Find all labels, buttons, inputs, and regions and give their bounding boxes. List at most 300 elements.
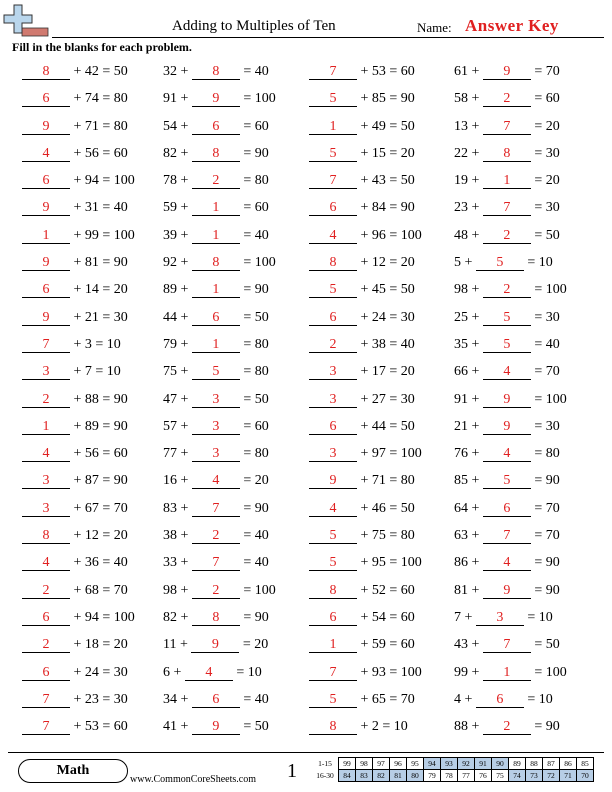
problem (309, 364, 415, 380)
problem-suffix: + 12 = 20 (70, 528, 128, 544)
problem-row (0, 606, 612, 633)
problem-prefix: 82 + (163, 145, 192, 161)
problem-row (0, 360, 612, 387)
answer-blank[interactable]: 6 (309, 310, 357, 326)
problem-suffix: + 53 = 60 (357, 64, 415, 79)
problem-prefix: 38 + (163, 528, 192, 544)
answer-blank[interactable]: 2 (22, 637, 70, 653)
answer-blank[interactable]: 4 (192, 473, 240, 489)
problem-suffix: + 24 = 30 (357, 309, 415, 325)
answer-blank[interactable]: 5 (309, 282, 357, 298)
answer-blank[interactable]: 7 (309, 665, 357, 681)
problem (309, 555, 422, 571)
problem-prefix: 34 + (163, 691, 192, 707)
problem-suffix: + 81 = 90 (70, 255, 128, 271)
problem (309, 446, 422, 462)
answer-blank[interactable]: 6 (192, 310, 240, 326)
problem (454, 665, 567, 681)
key-score-cell: 74 (509, 770, 526, 782)
problem (309, 146, 415, 162)
key-score-cell: 82 (373, 770, 390, 782)
answer-blank[interactable]: 9 (22, 119, 70, 135)
problem-suffix: = 30 (530, 309, 560, 325)
problem-suffix: + 36 = 40 (70, 555, 128, 571)
problem-suffix: + 71 = 80 (70, 118, 128, 134)
worksheet-footer (0, 756, 612, 792)
problem-suffix: + 87 = 90 (70, 473, 128, 489)
answer-blank[interactable]: 9 (483, 64, 531, 80)
problem (309, 310, 415, 326)
answer-blank[interactable]: 6 (22, 173, 70, 189)
answer-blank[interactable]: 9 (192, 91, 240, 107)
answer-blank[interactable]: 2 (22, 392, 70, 408)
answer-blank[interactable]: 3 (476, 610, 524, 626)
answer-blank[interactable]: 7 (309, 173, 357, 189)
problem-prefix: 76 + (454, 446, 483, 462)
answer-blank[interactable]: 3 (192, 419, 240, 435)
key-score-cell: 70 (577, 770, 594, 782)
answer-blank[interactable]: 5 (476, 255, 524, 271)
problem-suffix: = 60 (239, 200, 269, 216)
problem-prefix: 98 + (454, 282, 483, 298)
problem (454, 501, 560, 517)
answer-blank[interactable]: 7 (483, 119, 531, 135)
problem-prefix: 63 + (454, 528, 483, 544)
problem-suffix: + 94 = 100 (70, 173, 135, 189)
problem (309, 692, 415, 708)
problem-row (0, 142, 612, 169)
problem (309, 610, 415, 626)
answer-blank[interactable]: 3 (309, 364, 357, 380)
problem-suffix: = 50 (239, 719, 269, 735)
key-score-cell: 77 (458, 770, 475, 782)
problem (454, 228, 560, 244)
problem-row (0, 60, 612, 87)
key-score-cell: 80 (407, 770, 424, 782)
answer-blank[interactable]: 4 (483, 364, 531, 380)
problem (454, 528, 560, 544)
answer-blank[interactable]: 9 (22, 255, 70, 271)
problem (22, 501, 128, 517)
problem-suffix: = 40 (239, 555, 269, 571)
answer-blank[interactable]: 7 (483, 528, 531, 544)
answer-blank[interactable]: 9 (483, 419, 531, 435)
key-score-cell: 88 (526, 758, 543, 770)
problem-suffix: + 3 = 10 (70, 336, 121, 352)
key-score-cell: 83 (356, 770, 373, 782)
problem (454, 282, 567, 298)
problem (309, 419, 415, 435)
answer-blank[interactable]: 3 (22, 501, 70, 517)
problem-suffix: + 96 = 100 (357, 227, 422, 243)
answer-blank[interactable]: 5 (483, 473, 531, 489)
problem-prefix: 75 + (163, 364, 192, 380)
problem-suffix: = 90 (239, 500, 269, 516)
problem (163, 583, 276, 599)
answer-blank[interactable]: 1 (309, 119, 357, 135)
problem-prefix: 57 + (163, 418, 192, 434)
problem-suffix: = 50 (530, 227, 560, 243)
problem-prefix: 7 + (454, 609, 476, 625)
answer-blank[interactable]: 7 (192, 501, 240, 517)
answer-blank[interactable]: 1 (192, 337, 240, 353)
answer-blank[interactable]: 2 (483, 282, 531, 298)
answer-blank[interactable]: 6 (192, 119, 240, 135)
problem (22, 555, 128, 571)
answer-blank[interactable]: 4 (309, 228, 357, 244)
problem-prefix: 35 + (454, 336, 483, 352)
problem (454, 610, 553, 626)
problem-suffix: = 100 (239, 255, 276, 271)
problem-row (0, 579, 612, 606)
problem-suffix: = 40 (530, 336, 560, 352)
problem (309, 337, 415, 353)
problem-suffix: + 38 = 40 (357, 336, 415, 352)
problem-suffix: = 100 (530, 282, 567, 298)
problem-suffix: = 90 (530, 473, 560, 489)
answer-blank[interactable]: 6 (483, 501, 531, 517)
problem-prefix: 85 + (454, 473, 483, 489)
problem (309, 473, 415, 489)
answer-blank[interactable]: 6 (22, 91, 70, 107)
answer-blank[interactable]: 8 (192, 255, 240, 271)
answer-blank[interactable]: 1 (192, 200, 240, 216)
problem (22, 146, 128, 162)
problem-suffix: = 70 (530, 364, 560, 380)
answer-blank[interactable]: 5 (309, 528, 357, 544)
answer-blank[interactable]: 2 (309, 337, 357, 353)
problem (309, 200, 415, 216)
problem (22, 173, 135, 189)
problem-suffix: + 88 = 90 (70, 391, 128, 407)
problem-suffix: = 80 (530, 446, 560, 462)
problem-prefix: 58 + (454, 91, 483, 107)
problem (163, 364, 269, 380)
problem-suffix: + 18 = 20 (70, 637, 128, 653)
problem (22, 337, 121, 353)
problem (454, 91, 560, 107)
problem (22, 364, 121, 380)
problem-suffix: + 89 = 90 (70, 418, 128, 434)
problem-prefix: 91 + (163, 91, 192, 107)
answer-blank[interactable]: 3 (22, 473, 70, 489)
key-score-cell: 72 (543, 770, 560, 782)
answer-blank[interactable]: 8 (22, 528, 70, 544)
problem-suffix: + 99 = 100 (70, 227, 135, 243)
problem (454, 173, 560, 189)
answer-blank[interactable]: 8 (192, 610, 240, 626)
answer-blank[interactable]: 9 (22, 310, 70, 326)
answer-blank[interactable]: 5 (483, 337, 531, 353)
key-score-cell: 86 (560, 758, 577, 770)
answer-blank[interactable]: 9 (483, 583, 531, 599)
page-number: 1 (287, 760, 297, 782)
answer-blank[interactable]: 2 (483, 228, 531, 244)
problem-suffix: + 17 = 20 (357, 364, 415, 380)
answer-blank[interactable]: 2 (192, 173, 240, 189)
problem (22, 583, 128, 599)
problem (309, 583, 415, 599)
problem (22, 610, 135, 626)
answer-blank[interactable]: 4 (22, 555, 70, 571)
problem (163, 446, 269, 462)
key-score-cell: 95 (407, 758, 424, 770)
problem-suffix: = 20 (530, 173, 560, 189)
answer-blank[interactable]: 1 (22, 228, 70, 244)
answer-blank[interactable]: 1 (192, 228, 240, 244)
answer-blank[interactable]: 1 (22, 419, 70, 435)
problem-suffix: + 53 = 60 (70, 719, 128, 735)
problem-prefix: 66 + (454, 364, 483, 380)
problem-prefix: 21 + (454, 418, 483, 434)
answer-blank[interactable]: 5 (309, 692, 357, 708)
problem (309, 501, 415, 517)
problem-suffix: + 23 = 30 (70, 691, 128, 707)
problem-prefix: 44 + (163, 309, 192, 325)
problem-row (0, 715, 612, 742)
problem-prefix: 89 + (163, 282, 192, 298)
problem (22, 64, 128, 80)
answer-blank[interactable]: 1 (309, 637, 357, 653)
key-score-cell: 94 (424, 758, 441, 770)
problem-prefix: 16 + (163, 473, 192, 489)
answer-blank[interactable]: 1 (192, 282, 240, 298)
problem (22, 665, 128, 681)
problem-prefix: 78 + (163, 173, 192, 189)
answer-blank[interactable]: 8 (192, 64, 240, 80)
problem-suffix: + 75 = 80 (357, 528, 415, 544)
problem (309, 392, 415, 408)
problem (163, 501, 269, 517)
answer-blank[interactable]: 6 (22, 282, 70, 298)
problem (454, 255, 553, 271)
key-score-cell: 90 (492, 758, 509, 770)
problem (309, 528, 415, 544)
problem-suffix: = 100 (239, 582, 276, 598)
problem-prefix: 86 + (454, 555, 483, 571)
answer-blank[interactable]: 4 (22, 446, 70, 462)
problem (309, 637, 415, 653)
footer-divider (8, 752, 604, 753)
problem-suffix: + 15 = 20 (357, 145, 415, 161)
problem-row (0, 333, 612, 360)
key-score-cell: 78 (441, 770, 458, 782)
problem (309, 91, 415, 107)
problem (454, 364, 560, 380)
problem-prefix: 99 + (454, 664, 483, 680)
answer-blank[interactable]: 5 (309, 555, 357, 571)
instructions: Fill in the blanks for each problem. (12, 40, 192, 54)
problem-suffix: = 10 (523, 255, 553, 271)
problem-row (0, 469, 612, 496)
answer-blank[interactable]: 9 (192, 719, 240, 735)
answer-blank[interactable]: 7 (192, 555, 240, 571)
problem (163, 692, 269, 708)
answer-blank[interactable]: 7 (22, 337, 70, 353)
problem-prefix: 13 + (454, 118, 483, 134)
answer-blank[interactable]: 8 (309, 583, 357, 599)
problem-prefix: 19 + (454, 173, 483, 189)
problem-suffix: = 60 (239, 418, 269, 434)
problem (22, 255, 128, 271)
problem-prefix: 79 + (163, 336, 192, 352)
problem-prefix: 92 + (163, 255, 192, 271)
answer-blank[interactable]: 6 (309, 419, 357, 435)
problem-suffix: = 80 (239, 336, 269, 352)
answer-blank[interactable]: 4 (22, 146, 70, 162)
problem-suffix: + 42 = 50 (70, 64, 128, 79)
key-score-cell: 98 (356, 758, 373, 770)
problem-suffix: + 7 = 10 (70, 364, 121, 380)
problem-suffix: + 31 = 40 (70, 200, 128, 216)
problem (163, 610, 269, 626)
answer-blank[interactable]: 5 (192, 364, 240, 380)
key-score-cell: 76 (475, 770, 492, 782)
problem (163, 146, 269, 162)
answer-blank[interactable]: 3 (192, 446, 240, 462)
answer-blank[interactable]: 4 (185, 665, 233, 681)
answer-blank[interactable]: 6 (22, 665, 70, 681)
problem-suffix: = 40 (239, 227, 269, 243)
problem-row (0, 115, 612, 142)
answer-blank[interactable]: 9 (483, 392, 531, 408)
answer-blank[interactable]: 7 (22, 719, 70, 735)
problem-suffix: + 95 = 100 (357, 555, 422, 571)
answer-blank[interactable]: 4 (483, 446, 531, 462)
problem (163, 255, 276, 271)
problem-prefix: 98 + (163, 582, 192, 598)
problem-suffix: + 67 = 70 (70, 500, 128, 516)
problem-prefix: 48 + (454, 227, 483, 243)
problem-suffix: = 70 (530, 64, 560, 79)
problem-prefix: 22 + (454, 145, 483, 161)
answer-blank[interactable]: 7 (22, 692, 70, 708)
problem-suffix: = 90 (530, 555, 560, 571)
problem-suffix: = 40 (239, 528, 269, 544)
problem-suffix: = 10 (232, 664, 262, 680)
answer-blank[interactable]: 6 (309, 200, 357, 216)
problem-prefix: 83 + (163, 500, 192, 516)
problem-row (0, 306, 612, 333)
answer-blank[interactable]: 4 (483, 555, 531, 571)
answer-blank[interactable]: 6 (22, 610, 70, 626)
answer-blank[interactable]: 2 (483, 91, 531, 107)
answer-blank[interactable]: 5 (309, 146, 357, 162)
problem-suffix: + 65 = 70 (357, 691, 415, 707)
key-score-cell: 99 (339, 758, 356, 770)
problem-prefix: 88 + (454, 719, 483, 735)
answer-blank[interactable]: 7 (483, 200, 531, 216)
answer-blank[interactable]: 9 (309, 473, 357, 489)
problem (163, 665, 262, 681)
answer-blank[interactable]: 1 (483, 173, 531, 189)
key-score-cell: 91 (475, 758, 492, 770)
answer-blank[interactable]: 5 (309, 91, 357, 107)
answer-blank[interactable]: 4 (309, 501, 357, 517)
problem (163, 282, 269, 298)
answer-blank[interactable]: 1 (483, 665, 531, 681)
problem-row (0, 551, 612, 578)
problem-suffix: + 21 = 30 (70, 309, 128, 325)
problem-suffix: = 20 (239, 473, 269, 489)
problem (22, 200, 128, 216)
answer-blank[interactable]: 8 (309, 719, 357, 735)
problem-row (0, 688, 612, 715)
problem-suffix: = 50 (239, 309, 269, 325)
answer-blank[interactable]: 9 (22, 200, 70, 216)
problem-row (0, 442, 612, 469)
problem-suffix: = 10 (523, 691, 553, 707)
answer-blank[interactable]: 9 (191, 637, 239, 653)
problem (309, 255, 415, 271)
problem-suffix: = 80 (239, 173, 269, 189)
answer-blank[interactable]: 8 (309, 255, 357, 271)
answer-blank[interactable]: 7 (309, 64, 357, 80)
problem-suffix: = 90 (239, 609, 269, 625)
problem-suffix: + 85 = 90 (357, 91, 415, 107)
key-row-label: 16-30 (316, 771, 334, 780)
problem (454, 637, 560, 653)
problem-suffix: + 2 = 10 (357, 719, 408, 735)
answer-blank[interactable]: 2 (22, 583, 70, 599)
problem-suffix: = 90 (239, 145, 269, 161)
problem (163, 637, 268, 653)
answer-blank[interactable]: 3 (192, 392, 240, 408)
problem-suffix: = 50 (239, 391, 269, 407)
problem-row (0, 661, 612, 688)
answer-blank[interactable]: 8 (483, 146, 531, 162)
problem-suffix: + 54 = 60 (357, 609, 415, 625)
answer-blank[interactable]: 2 (192, 583, 240, 599)
problem-suffix: = 60 (239, 118, 269, 134)
problem-suffix: = 70 (530, 500, 560, 516)
problem-suffix: = 30 (530, 145, 560, 161)
answer-blank[interactable]: 6 (476, 692, 524, 708)
problem-prefix: 59 + (163, 200, 192, 216)
key-score-cell: 75 (492, 770, 509, 782)
problem-row (0, 87, 612, 114)
problem (22, 473, 128, 489)
subject-badge: Math (18, 759, 128, 783)
problem (454, 146, 560, 162)
answer-blank[interactable]: 7 (483, 637, 531, 653)
answer-blank[interactable]: 2 (192, 528, 240, 544)
problem (163, 91, 276, 107)
answer-blank[interactable]: 2 (483, 719, 531, 735)
answer-blank[interactable]: 3 (309, 446, 357, 462)
problem-suffix: = 90 (530, 719, 560, 735)
problem (454, 337, 560, 353)
answer-blank[interactable]: 3 (22, 364, 70, 380)
answer-blank[interactable]: 5 (483, 310, 531, 326)
problem-suffix: + 27 = 30 (357, 391, 415, 407)
problem (163, 310, 269, 326)
problem (454, 392, 567, 408)
answer-blank[interactable]: 6 (309, 610, 357, 626)
answer-blank[interactable]: 3 (309, 392, 357, 408)
problem-suffix: + 43 = 50 (357, 173, 415, 189)
problem-row (0, 278, 612, 305)
answer-blank[interactable]: 6 (192, 692, 240, 708)
answer-blank[interactable]: 8 (22, 64, 70, 80)
problem-row (0, 388, 612, 415)
problem-prefix: 54 + (163, 118, 192, 134)
problem-row (0, 196, 612, 223)
problem (163, 64, 269, 80)
problem-suffix: + 12 = 20 (357, 255, 415, 271)
problem-suffix: + 93 = 100 (357, 664, 422, 680)
answer-blank[interactable]: 8 (192, 146, 240, 162)
